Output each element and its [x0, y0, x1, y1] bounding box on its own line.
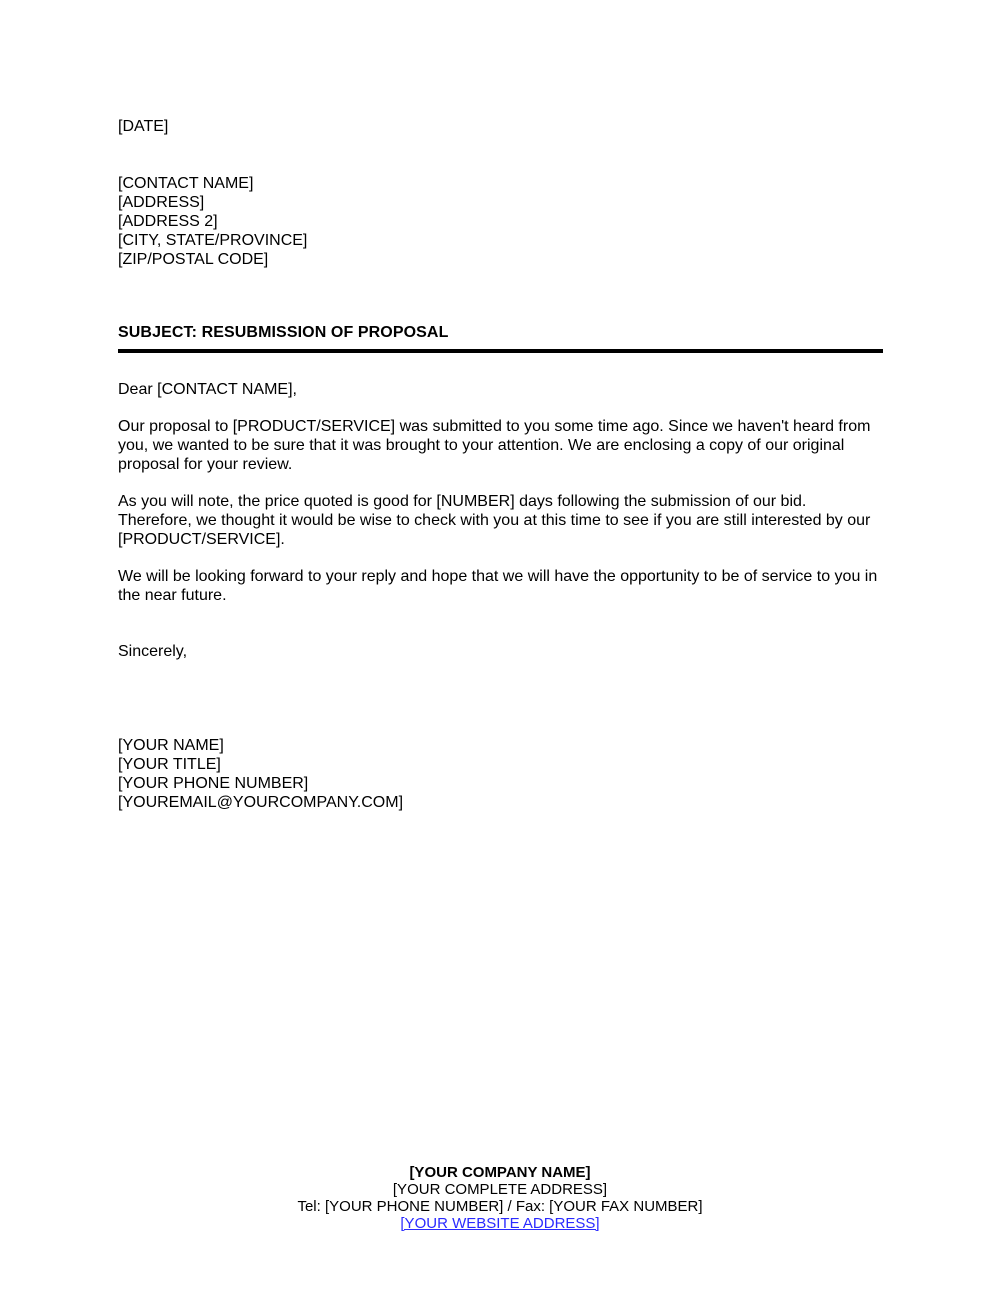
body-paragraph-2	[118, 492, 883, 549]
footer-company-name: [YOUR COMPANY NAME]	[409, 1164, 591, 1181]
paragraph-text: Our proposal to [PRODUCT/SERVICE] was submitted to you some time ago. Since we haven't heard from you, we wanted to be sure that it was brought to your attention. We are enclosing a copy of our original proposal for your review.	[118, 418, 871, 473]
signature-email: [YOUREMAIL@YOURCOMPANY.COM]	[118, 794, 404, 811]
date-text: [DATE]	[118, 118, 169, 135]
subject-text: SUBJECT: RESUBMISSION OF PROPOSAL	[118, 324, 449, 341]
subject-divider	[118, 349, 883, 353]
body-paragraph-3	[118, 567, 883, 605]
recipient-zip: [ZIP/POSTAL CODE]	[118, 251, 269, 268]
signature-phone: [YOUR PHONE NUMBER]	[118, 775, 309, 792]
recipient-address-2: [ADDRESS 2]	[118, 213, 218, 230]
recipient-address-block	[118, 174, 883, 269]
recipient-address: [ADDRESS]	[118, 194, 205, 211]
body-paragraph-1	[118, 417, 883, 474]
footer-address: [YOUR COMPLETE ADDRESS]	[392, 1181, 608, 1198]
footer-contact: Tel: [YOUR PHONE NUMBER] / Fax: [YOUR FAX NUMBER]	[297, 1198, 703, 1215]
closing	[118, 642, 883, 661]
salutation	[118, 380, 883, 399]
paragraph-text: We will be looking forward to your reply and hope that we will have the opportunity to be of service to you in the near future.	[118, 568, 878, 604]
recipient-city-state: [CITY, STATE/PROVINCE]	[118, 232, 308, 249]
signature-title: [YOUR TITLE]	[118, 756, 221, 773]
paragraph-text: As you will note, the price quoted is good for [NUMBER] days following the submission of our bid. Therefore, we thought it would be wise to check with you at this time to see if you are still interested by our [PRODUCT/SERVICE].	[118, 493, 871, 548]
signature-name: [YOUR NAME]	[118, 737, 224, 754]
salutation-text: Dear [CONTACT NAME],	[118, 381, 297, 398]
letterhead-footer	[0, 1164, 1000, 1232]
signature-block	[118, 736, 883, 812]
recipient-contact-name: [CONTACT NAME]	[118, 175, 254, 192]
closing-text: Sincerely,	[118, 643, 188, 660]
letter-date	[118, 117, 883, 136]
footer-website-link[interactable]: [YOUR WEBSITE ADDRESS]	[400, 1215, 600, 1232]
subject-line	[118, 323, 883, 342]
